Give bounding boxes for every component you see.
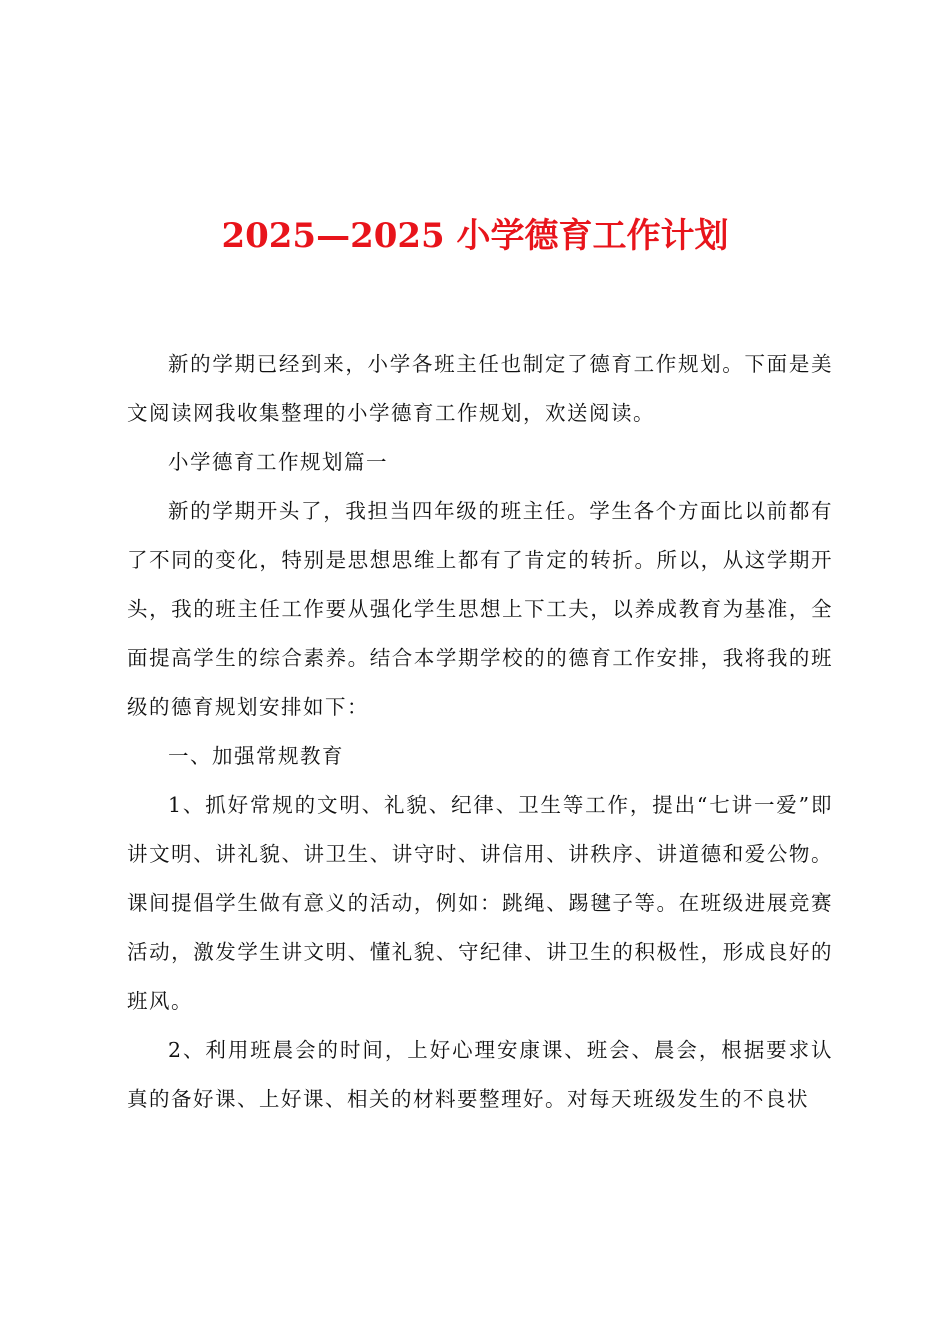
paragraph-overview: 新的学期开头了，我担当四年级的班主任。学生各个方面比以前都有了不同的变化，特别是思想思维上都有了肯定的转折。所以，从这学期开头，我的班主任工作要从强化学生思想上下工夫，以养成教育为基准，全面提高学生的综合素养。结合本学期学校的的德育工作安排，我将我的班级的德育规划安排如下： [127,499,833,719]
paragraph-intro: 新的学期已经到来，小学各班主任也制定了德育工作规划。下面是美文阅读网我收集整理的小学德育工作规划，欢送阅读。 [127,352,833,425]
document-body [127,340,833,1124]
paragraph-section-heading: 小学德育工作规划篇一 [168,450,388,474]
paragraph-item-1: 1、抓好常规的文明、礼貌、纪律、卫生等工作，提出“七讲一爱”即讲文明、讲礼貌、讲卫生、讲守时、讲信用、讲秩序、讲道德和爱公物。课间提倡学生做有意义的活动，例如：跳绳、踢毽子等。在班级进展竞赛活动，激发学生讲文明、懂礼貌、守纪律、讲卫生的积极性，形成良好的班风。 [127,793,833,1013]
document-title: 2025—2025 小学德育工作计划 [221,216,729,256]
paragraph-item-2: 2、利用班晨会的时间，上好心理安康课、班会、晨会，根据要求认真的备好课、上好课、相关的材料要整理好。对每天班级发生的不良状 [127,1038,833,1111]
paragraph-heading-one: 一、加强常规教育 [168,744,344,768]
